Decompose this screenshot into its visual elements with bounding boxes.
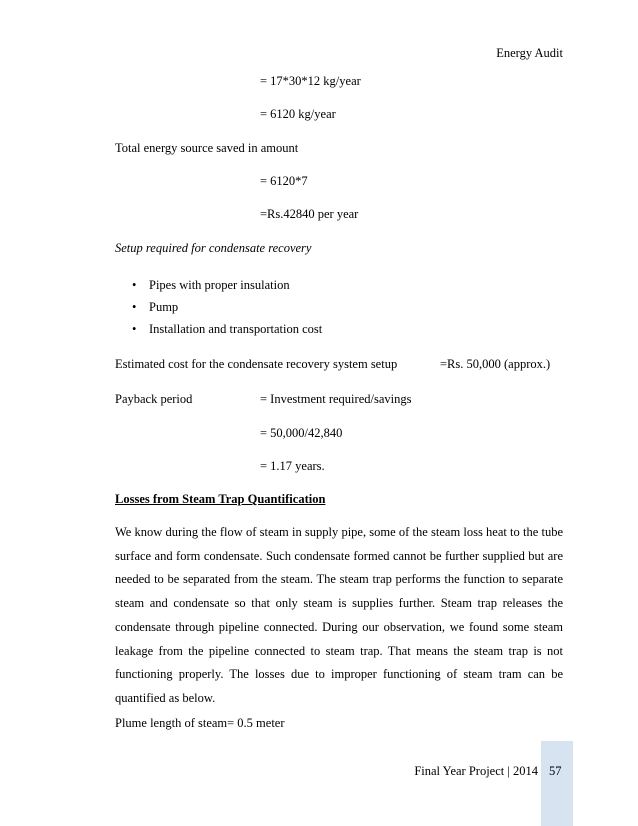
page-number-box	[541, 741, 573, 826]
bullet-item	[132, 300, 178, 315]
bullet-text: Pipes with proper insulation	[149, 278, 290, 292]
paragraph-line: surface and form condensate. Such condensate formed cannot be further supplied but are	[115, 548, 563, 563]
estimated-cost-value: =Rs. 50,000 (approx.)	[440, 357, 551, 371]
bullet-item	[132, 278, 290, 293]
setup-heading: Setup required for condensate recovery	[115, 241, 312, 255]
paragraph-line: We know during the flow of steam in supply pipe, some of the steam loss heat to the tube	[115, 525, 563, 539]
calc-line: = 6120*7	[260, 174, 308, 188]
bullet-item	[132, 322, 322, 337]
page-number: 57	[549, 764, 562, 778]
calc-line: = 1.17 years.	[260, 459, 325, 473]
paragraph-line: condensate through pipeline connected. During our observation, we found some steam	[115, 619, 563, 634]
calc-line: = 50,000/42,840	[260, 426, 343, 440]
calc-line: = Investment required/savings	[260, 392, 412, 406]
paragraph-line: quantified as below.	[115, 690, 216, 705]
bullet-text: Installation and transportation cost	[149, 322, 323, 336]
calc-line: = 6120 kg/year	[260, 107, 336, 121]
estimated-cost-label: Estimated cost for the condensate recovery system setup	[115, 357, 398, 371]
paragraph-line: leakage from the pipeline connected to steam trap. That means the steam trap is not	[115, 643, 563, 658]
calc-line: = 17*30*12 kg/year	[260, 74, 361, 88]
bullet-icon: •	[132, 300, 137, 314]
paragraph-line: needed to be separated from the steam. The steam trap performs the function to separate	[115, 572, 563, 587]
section-heading: Losses from Steam Trap Quantification	[115, 492, 326, 506]
calc-line: =Rs.42840 per year	[260, 207, 359, 221]
body-paragraph	[115, 521, 563, 711]
paragraph-line: functioning properly. The losses due to improper functioning of steam tram can be	[115, 667, 563, 682]
running-header: Energy Audit	[496, 46, 563, 60]
bullet-icon: •	[132, 322, 137, 336]
payback-label: Payback period	[115, 392, 193, 406]
footer-text: Final Year Project | 2014	[414, 764, 538, 778]
total-energy-label: Total energy source saved in amount	[115, 141, 299, 155]
bullet-icon: •	[132, 278, 137, 292]
bullet-text: Pump	[149, 300, 179, 314]
paragraph-line: steam and condensate so that only steam is supplies further. Steam trap releases the	[115, 596, 563, 611]
plume-length: Plume length of steam= 0.5 meter	[115, 716, 285, 730]
